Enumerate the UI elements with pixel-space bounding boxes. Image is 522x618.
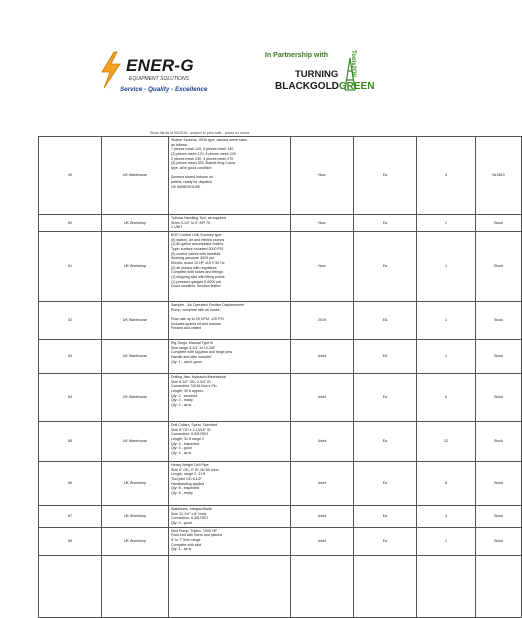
condition-cell: New [291,232,354,302]
table-row [39,215,522,232]
status-cell: Stock [476,215,522,232]
condition-cell: New [291,137,354,215]
description-line: Length: range 2, 31 ft [171,472,206,477]
description-line: Heavy Weight Drill Pipe [171,463,209,468]
table-row [39,527,522,555]
description-line: Electric motor 10 HP 415 V 50 Hz [171,261,225,266]
quantity-cell: 1 [417,232,476,302]
description-line: Sizes 3-1/2" to 5" API 7K [171,220,211,225]
description-line: (1) 80 gallon accumulator bottles [171,242,224,247]
table-row [39,555,522,617]
unit-cell: EA [354,302,417,340]
description-line: Flow rate up to 25 GPM, 120 PSI [171,317,224,322]
description-line: Qty: 4 - inspected [171,441,200,446]
brand-subtitle: EQUIPMENT SOLUTIONS [129,76,190,82]
location-cell [102,555,169,617]
location-cell: UK Workshop [102,527,169,555]
status-cell: Stock [476,374,522,422]
unit-cell: Ea [354,215,417,232]
description-cell [169,527,291,555]
location-cell: UK Warehouse [102,374,169,422]
description-line: 2 pieces mesh 230, 4 pieces mesh 270 [171,156,234,161]
quantity-cell: 1 [417,527,476,555]
description-line: Size 5" OD, 3" ID, NC50 conn. [171,467,220,472]
unit-cell: Ea [354,462,417,506]
status-cell: Stock [476,422,522,462]
description-line: Rig Tongs, Manual Type B [171,341,213,346]
location-cell: UK Workshop [102,215,169,232]
item-number-cell: 62 [39,302,102,340]
stock-table-body [39,137,522,618]
location-cell: UK Workshop [102,462,169,506]
unit-cell: Ea [354,232,417,302]
unit-cell: Ea [354,137,417,215]
table-row [39,137,522,215]
description-line: Qty: 1 - used, good [171,359,202,364]
status-cell: Stock [476,340,522,374]
item-number-cell: 61 [39,232,102,302]
description-line: Shaker Screens, OEM type, various mesh sizes [171,138,248,142]
description-cell [169,215,291,232]
lightning-bolt-icon [96,50,126,90]
unit-cell: EA [354,340,417,374]
condition-cell: 2019 [291,302,354,340]
description-line: Good condition, function tested [171,284,221,289]
quantity-cell: 8 [417,462,476,506]
description-line: Connection: 6-5/8 REG [171,516,209,521]
energ-logo [96,50,216,100]
description-line: Size 12-1/4" x 8" body [171,511,207,516]
description-line: Qty: 4 - as is [171,451,192,456]
description-line: Stabilizers, Integral Blade [171,507,212,512]
item-number-cell: 60 [39,215,102,232]
quantity-cell: 6 [417,374,476,422]
table-row [39,462,522,506]
description-line: Complete with skid [171,542,202,547]
description-line: Includes spares kit and manual [171,321,221,326]
item-number-cell: 66 [39,462,102,506]
quantity-cell: 1 [417,302,476,340]
item-number-cell: 65 [39,422,102,462]
brand-name: ENER-G [126,56,194,75]
description-line: Qty: 2 - serviced [171,393,198,398]
unit-cell [354,555,417,617]
unit-cell: Ea [354,374,417,422]
description-line: 1 UNIT [171,225,183,230]
unit-cell: Ea [354,506,417,528]
condition-cell: Used [291,422,354,462]
description-cell [169,137,291,215]
partner-logo [265,50,380,106]
description-line: Mud Pump, Triplex, 1000 HP [171,528,217,533]
description-line: 7 pieces mesh 120, 8 pieces mesh 140 [171,147,234,152]
unit-cell: Ea [354,422,417,462]
location-cell: UK Warehouse [102,302,169,340]
quantity-cell: 4 [417,137,476,215]
description-line: Fluid end with liners and pistons [171,533,223,538]
table-caption: Stock list as of 09/2019 - subject to prior sale - prices ex works [150,131,250,135]
quantity-cell: 4 [417,506,476,528]
description-line: Qty: 2 - as is [171,403,192,408]
table-row [39,374,522,422]
description-line: Size 8" OD x 2-13/16" ID [171,427,211,432]
description-cell [169,462,291,506]
quantity-cell: 12 [417,422,476,462]
description-line: type, all in good condition [171,166,212,171]
description-line: Size 6-1/2" OD, 2-3/4" ID [171,379,211,384]
description-cell [169,302,291,340]
description-cell [169,340,291,374]
condition-cell [291,555,354,617]
table-row [39,340,522,374]
stock-table [38,136,522,618]
status-cell: Stock [476,506,522,528]
quantity-cell: 1 [417,215,476,232]
item-number-cell: 63 [39,340,102,374]
item-number-cell: 49 [39,137,102,215]
description-line: Working pressure 3000 psi [171,256,214,261]
partner-vertical-tag: Tools2Oil [350,50,356,77]
partner-label: In Partnership with [265,52,329,59]
description-cell [169,422,291,462]
location-cell: UK Warehouse [102,340,169,374]
quantity-cell: 1 [417,340,476,374]
description-line: Hardbanding applied [171,481,205,486]
description-line: Packed and crated [171,326,201,331]
table-row [39,302,522,340]
description-line: Connection: NC46 Box x Pin [171,384,217,389]
status-cell: Stock [476,462,522,506]
description-cell [169,555,291,617]
description-line: Qty: 4 - good [171,446,192,451]
description-line: (5) pieces mesh 325, Brandt King Cobra [171,161,236,166]
description-line: UK WAREHOUSE [171,184,201,189]
description-line: Qty: 2 - ready [171,398,193,403]
description-line: Size range 3-1/2" to 13-3/8" [171,345,216,350]
description-line: Connection: 6-5/8 REG [171,432,209,437]
description-line: Type: surface mounted 3000 PSI [171,247,224,252]
description-line: Qty: 8 - ready [171,491,193,496]
description-line: Complete with hoses and fittings [171,270,223,275]
unit-cell: Ea [354,527,417,555]
status-cell: Stock [476,232,522,302]
description-line: Qty: 4 - good [171,521,192,526]
description-line: (2) air pumps with regulators [171,265,217,270]
description-line: Qty: 1 - as is [171,547,192,552]
description-line: Handle and dies included [171,355,212,360]
item-number-cell: 64 [39,374,102,422]
description-line: (5) control valves with manifold [171,251,221,256]
condition-cell: New [291,215,354,232]
location-cell: UK Warehouse [102,137,169,215]
condition-cell: Used [291,527,354,555]
status-cell [476,555,522,617]
status-cell: Stock [476,302,522,340]
description-line: as follows: [171,142,188,147]
status-cell: Stock [476,527,522,555]
description-line: Complete with lug jaws and hinge pins [171,350,233,355]
description-line: BOP Control Unit, Koomey type [171,233,222,238]
table-row [39,232,522,302]
item-number-cell: 68 [39,527,102,555]
description-line: Drilling Jars, Hydraulic/Mechanical [171,375,226,380]
partner-blackgoldgreen-text: BLACKGOLDGREEN [275,81,375,92]
description-line: (5) station, air and electric pumps [171,237,225,242]
description-cell [169,374,291,422]
description-line: (1) pressure gauges 0-6000 psi [171,279,221,284]
description-cell [169,506,291,528]
table-row [39,422,522,462]
description-line: Pump, complete with all hoses [171,307,220,312]
description-line: Qty: 8 - inspected [171,486,200,491]
condition-cell: Used [291,374,354,422]
item-number-cell [39,555,102,617]
description-line: Length: 30 ft approx. [171,389,204,394]
description-line: (2) pieces mesh 170, 8 pieces mesh 200 [171,152,236,157]
description-line: Tool joint OD 6-1/2" [171,477,203,482]
status-cell: NL0810 [476,137,522,215]
description-cell [169,232,291,302]
brand-tagline: Service - Quality - Excellence [120,86,208,93]
description-line: pallets, ready for dispatch [171,180,212,185]
description-line: Drill Collars, Spiral, Standard [171,423,218,428]
description-line: (1) shipping skid with lifting points [171,275,225,280]
partner-turning-text: TURNING [295,69,339,80]
table-row [39,506,522,528]
location-cell: UK Warehouse [102,422,169,462]
description-line: Length: 31 ft range 2 [171,437,205,442]
description-line: 5" to 7" liner range [171,538,201,543]
condition-cell: Used [291,506,354,528]
location-cell: UK Workshop [102,232,169,302]
item-number-cell: 67 [39,506,102,528]
quantity-cell [417,555,476,617]
description-line: Sampler - Air Operated Positive Displacement [171,303,245,308]
description-line: Tubular Handling Tool, as supplied [171,216,226,220]
description-line: Screens stored indoors on [171,175,213,180]
location-cell: UK Workshop [102,506,169,528]
condition-cell: Used [291,340,354,374]
condition-cell: Used [291,462,354,506]
